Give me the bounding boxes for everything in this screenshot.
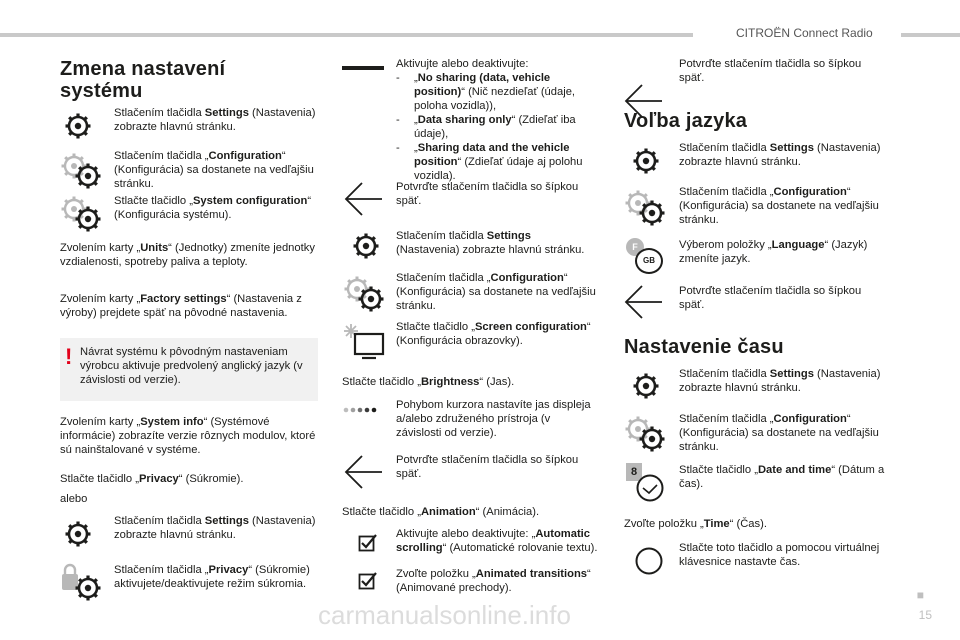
para-animation: Stlačte tlačidlo „Animation“ (Animácia). <box>342 506 540 518</box>
text-settings-main: Stlačením tlačidla Settings (Nastavenia) zobrazte hlavnú stránku. <box>114 107 316 133</box>
text-automatic-scrolling: Aktivujte alebo deaktivujte: „Automatic scrolling“ (Automatické rolovanie textu). <box>396 528 598 554</box>
text-system-configuration: Stlačte tlačidlo „System configuration“ (Konfigurácia systému). <box>114 195 312 221</box>
text-language: Výberom položky „Language“ (Jazyk) zmeníte jazyk. <box>679 239 868 265</box>
brand-title: CITROËN Connect Radio <box>736 26 873 40</box>
page-number: 15 <box>918 608 932 622</box>
settings-gear-icon <box>64 112 94 142</box>
heading-language: Voľba jazyka <box>624 110 748 132</box>
text-lang-configuration: Stlačením tlačidla „Configuration“ (Konfigurácia) sa dostanete na vedľajšiu stránku. <box>679 186 879 226</box>
configuration-gears-icon <box>343 275 387 315</box>
warning-box <box>60 338 318 401</box>
configuration-gears-icon <box>624 189 668 229</box>
text-date-and-time: Stlačte tlačidlo „Date and time“ (Dátum a čas). <box>679 464 885 490</box>
text-screen-configuration: Stlačte tlačidlo „Screen configuration“ (Konfigurácia obrazovky). <box>396 321 591 347</box>
watermark: carmanualsonline.info <box>318 600 571 630</box>
header-rule-right <box>901 33 960 37</box>
text-cursor-brightness: Pohybom kurzora nastavíte jas displeja a/alebo združeného prístroja (v závislosti od verzie). <box>396 399 591 439</box>
para-units: Zvolením karty „Units“ (Jednotky) zmeníte jednotky vzdialenosti, spotreby paliva a teploty. <box>60 242 315 268</box>
settings-gear-icon <box>632 147 662 177</box>
text-settings-main-3: Stlačením tlačidla Settings (Nastavenia) zobrazte hlavnú stránku. <box>396 230 585 256</box>
para-system-info: Zvolením karty „System info“ (Systémové informácie) zobrazíte verzie rôznych modulov, ktoré sú nainštalované v systéme. <box>60 416 316 456</box>
clock-icon <box>635 473 665 503</box>
para-time: Zvoľte položku „Time“ (Čas). <box>624 518 767 530</box>
settings-gear-icon <box>352 232 382 262</box>
para-brightness: Stlačte tlačidlo „Brightness“ (Jas). <box>342 376 515 388</box>
text-settings-main-2: Stlačením tlačidla Settings (Nastavenia) zobrazte hlavnú stránku. <box>114 515 316 541</box>
back-arrow-icon <box>344 182 384 216</box>
checkbox-checked-icon <box>358 533 378 553</box>
header-rule <box>0 33 693 37</box>
text-confirm-back-2: Potvrďte stlačením tlačidla so šípkou späť. <box>396 454 579 480</box>
heading-system-settings: Zmena nastavení systému <box>60 58 226 102</box>
screen-config-icon <box>342 322 386 362</box>
system-config-gears-icon <box>60 195 104 235</box>
configuration-gears-icon <box>624 415 668 455</box>
back-arrow-icon <box>624 285 664 319</box>
text-animated-transitions: Zvoľte položku „Animated transitions“ (Animované prechody). <box>396 568 591 594</box>
warning-text: Návrat systému k pôvodným nastaveniam výrobcu aktivuje predvolený anglický jazyk (v závislosti od verzie). <box>80 346 303 386</box>
warning-icon: ! <box>65 344 73 369</box>
para-factory-settings: Zvolením karty „Factory settings“ (Nastavenia z výroby) prejdete späť na pôvodné nastavenia. <box>60 293 302 319</box>
time-edit-circle-icon <box>634 546 664 576</box>
text-privacy-mode: Stlačením tlačidla „Privacy“ (Súkromie) aktivujete/deaktivujete režim súkromia. <box>114 564 310 590</box>
text-time-settings: Stlačením tlačidla Settings (Nastavenia) zobrazte hlavnú stránku. <box>679 368 881 394</box>
text-confirm-back-top: Potvrďte stlačením tlačidla so šípkou späť. <box>679 58 862 84</box>
sharing-option-data-and-position: - „Sharing data and the vehicle position“ (Zdieľať údaje aj polohu vozidla). <box>396 142 583 182</box>
settings-gear-icon <box>632 372 662 402</box>
sharing-option-data-only: - „Data sharing only“ (Zdieľať iba údaje), <box>396 114 576 140</box>
sharing-block <box>396 57 604 183</box>
heading-time-setting: Nastavenie času <box>624 336 784 358</box>
checkbox-checked-icon <box>358 571 378 591</box>
text-lang-settings: Stlačením tlačidla Settings (Nastavenia) zobrazte hlavnú stránku. <box>679 142 881 168</box>
toggle-bar-icon <box>342 63 384 75</box>
para-privacy: Stlačte tlačidlo „Privacy“ (Súkromie). <box>60 473 244 485</box>
sharing-option-no-sharing: - „No sharing (data, vehicle position)“ (Nič nezdieľať (údaje, poloha vozidla)), <box>396 72 576 112</box>
text-confirm-back-1: Potvrďte stlačením tlačidla so šípkou späť. <box>396 181 579 207</box>
text-configuration: Stlačením tlačidla „Configuration“ (Konfigurácia) sa dostanete na vedľajšiu stránku. <box>114 150 314 190</box>
text-alebo: alebo <box>60 493 88 505</box>
text-time-configuration: Stlačením tlačidla „Configuration“ (Konfigurácia) sa dostanete na vedľajšiu stránku. <box>679 413 879 453</box>
language-flag-icon: F GB <box>626 238 668 272</box>
settings-gear-icon <box>64 520 94 550</box>
text-lang-confirm: Potvrďte stlačením tlačidla so šípkou späť. <box>679 285 862 311</box>
date-time-icon: 8 <box>626 463 668 503</box>
page-mark: ■ <box>916 588 924 602</box>
brightness-slider-icon <box>342 405 384 415</box>
text-time-keyboard: Stlačte toto tlačidlo a pomocou virtuálnej klávesnice nastavte čas. <box>679 542 880 568</box>
sharing-intro: Aktivujte alebo deaktivujte: <box>396 58 529 70</box>
back-arrow-icon <box>344 455 384 489</box>
text-configuration-2: Stlačením tlačidla „Configuration“ (Konfigurácia) sa dostanete na vedľajšiu stránku. <box>396 272 596 312</box>
privacy-lock-icon <box>60 562 104 604</box>
configuration-gears-icon <box>60 152 104 192</box>
